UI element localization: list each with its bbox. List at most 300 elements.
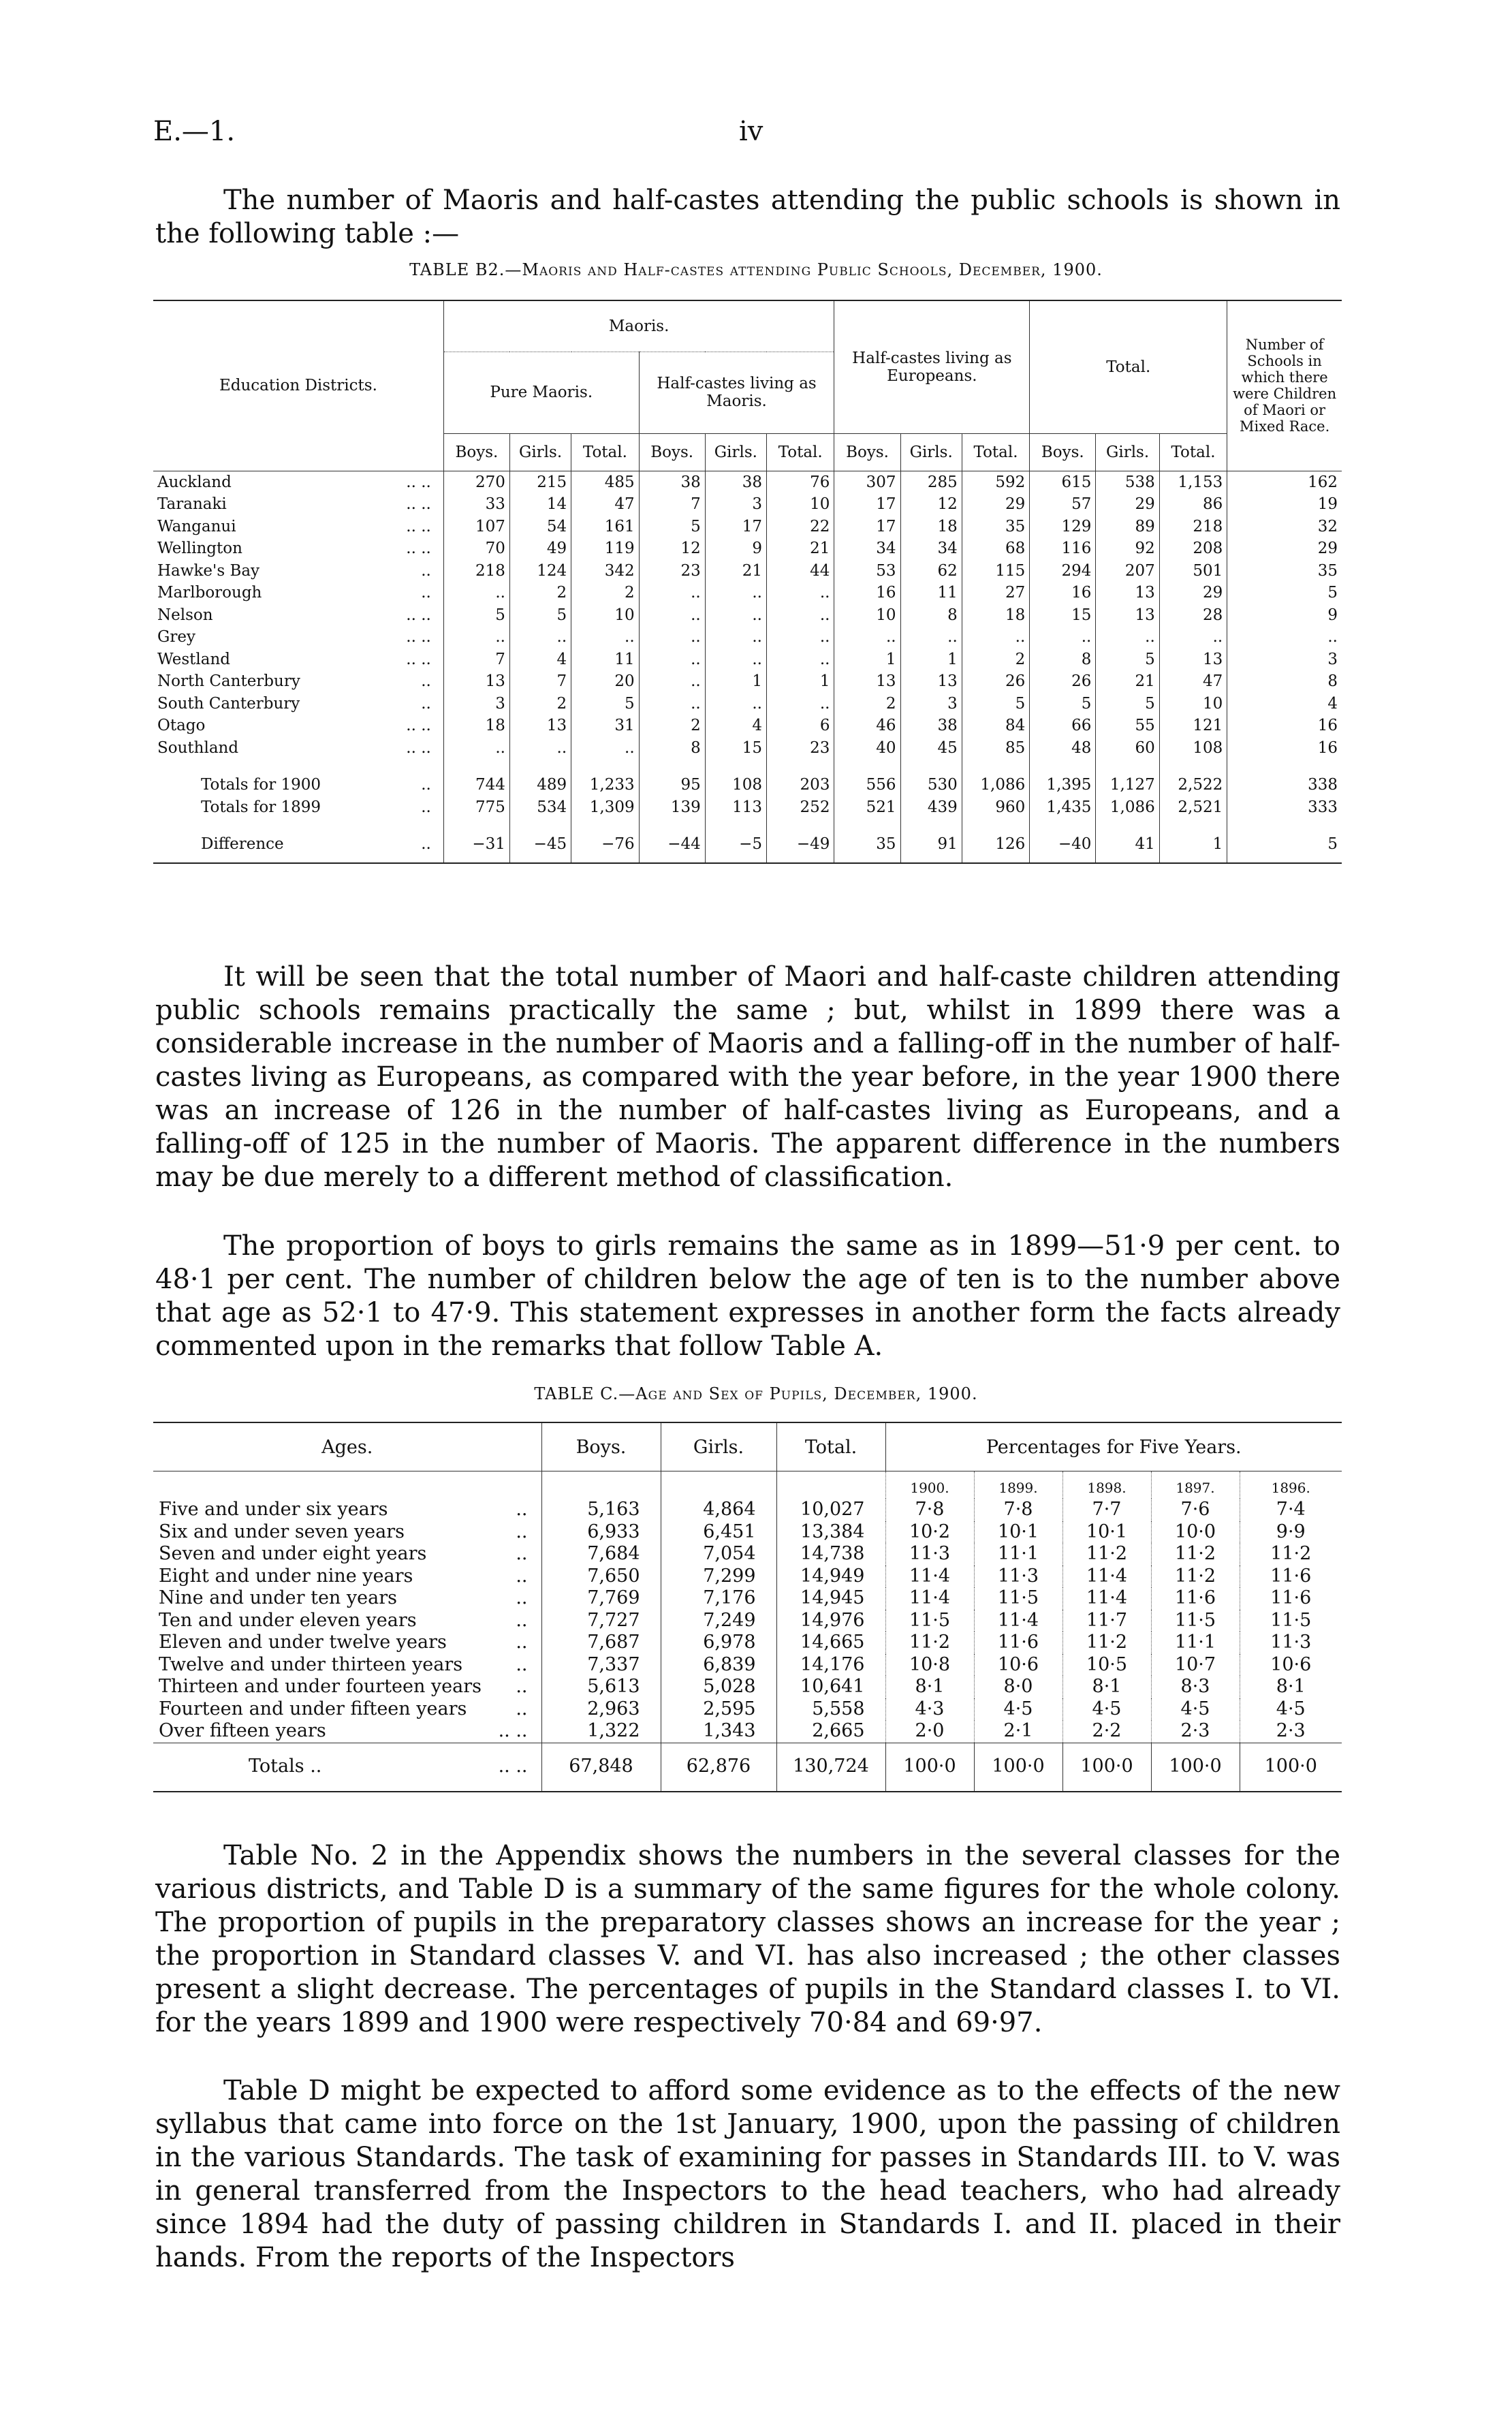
value-cell: 556 <box>834 774 900 796</box>
age-cell <box>153 1521 541 1544</box>
value-cell: 100·0 <box>1151 1743 1240 1792</box>
value-cell: 18 <box>443 715 509 737</box>
value-cell: 4,864 <box>661 1499 776 1521</box>
value-cell: 8·1 <box>1240 1676 1342 1698</box>
value-cell: 13,384 <box>776 1521 885 1544</box>
table-row <box>153 649 1342 671</box>
value-cell: 17 <box>705 516 766 538</box>
value-cell: 89 <box>1096 516 1159 538</box>
value-cell: 1,127 <box>1096 774 1159 796</box>
value-cell: 27 <box>962 582 1029 604</box>
value-cell: 40 <box>834 737 900 760</box>
value-cell: 10·6 <box>1240 1654 1342 1677</box>
value-cell: 5 <box>509 604 571 627</box>
district-cell-label: Hawke's Bay <box>157 561 260 580</box>
table-b2-caption-prefix: TABLE B2.— <box>409 260 522 279</box>
table-row <box>153 1654 1342 1677</box>
value-cell: 7,684 <box>541 1543 661 1566</box>
value-cell: 11 <box>571 649 639 671</box>
spacer-cell <box>1227 759 1342 774</box>
value-cell: 534 <box>509 796 571 819</box>
district-cell <box>153 538 443 560</box>
value-cell: 35 <box>962 516 1029 538</box>
spacer-cell <box>541 1471 661 1499</box>
district-cell <box>153 670 443 693</box>
value-cell: 54 <box>509 516 571 538</box>
value-cell: 47 <box>1159 670 1227 693</box>
value-cell: 11·7 <box>1062 1610 1151 1632</box>
spacer-cell <box>443 818 509 833</box>
value-cell: 19 <box>1227 493 1342 516</box>
value-cell: .. <box>834 626 900 649</box>
table-b2 <box>153 300 1342 864</box>
value-cell: .. <box>705 693 766 715</box>
value-cell: 95 <box>639 774 705 796</box>
value-cell: 14,949 <box>776 1566 885 1588</box>
value-cell: 35 <box>834 833 900 863</box>
header-girls: Girls. <box>900 433 962 471</box>
value-cell: 3 <box>900 693 962 715</box>
totals-label-cell <box>153 774 443 796</box>
table-b2-caption <box>0 260 1512 279</box>
value-cell: 11·4 <box>974 1610 1062 1632</box>
value-cell: 5 <box>1227 833 1342 863</box>
value-cell: 26 <box>1030 670 1096 693</box>
header-total-sub: Total. <box>571 433 639 471</box>
value-cell: 100·0 <box>1062 1743 1151 1792</box>
table-row <box>153 693 1342 715</box>
value-cell: 17 <box>834 516 900 538</box>
age-cell-label: Seven and under eight years <box>159 1543 427 1564</box>
value-cell: 91 <box>900 833 962 863</box>
leader-dots: .. <box>516 1565 528 1587</box>
leader-dots: .. <box>516 1499 528 1520</box>
value-cell: −76 <box>571 833 639 863</box>
value-cell: 48 <box>1030 737 1096 760</box>
value-cell: 10·1 <box>1062 1521 1151 1544</box>
leader-dots: .. .. <box>406 650 431 668</box>
value-cell: 307 <box>834 471 900 493</box>
difference-label-cell <box>153 833 443 863</box>
value-cell: 215 <box>509 471 571 493</box>
value-cell: .. <box>766 604 834 627</box>
value-cell: 342 <box>571 560 639 582</box>
value-cell: .. <box>639 649 705 671</box>
table-row <box>153 1676 1342 1698</box>
value-cell: 3 <box>1227 649 1342 671</box>
age-cell-label: Eight and under nine years <box>159 1565 413 1587</box>
value-cell: 2,595 <box>661 1698 776 1721</box>
value-cell: 47 <box>571 493 639 516</box>
table-row <box>153 1499 1342 1521</box>
value-cell: 615 <box>1030 471 1096 493</box>
value-cell: 1 <box>1159 833 1227 863</box>
spacer-cell <box>509 818 571 833</box>
value-cell: 13 <box>1159 649 1227 671</box>
age-cell <box>153 1654 541 1677</box>
district-cell-label: Wanganui <box>157 517 236 535</box>
value-cell: .. <box>766 582 834 604</box>
value-cell: 1 <box>705 670 766 693</box>
leader-dots: .. <box>516 1609 528 1631</box>
value-cell: 14,976 <box>776 1610 885 1632</box>
value-cell: 10·6 <box>974 1654 1062 1677</box>
value-cell: 2 <box>509 693 571 715</box>
value-cell: 218 <box>1159 516 1227 538</box>
value-cell: 5 <box>1227 582 1342 604</box>
value-cell: 5 <box>1030 693 1096 715</box>
value-cell: 21 <box>1096 670 1159 693</box>
table-row <box>153 1543 1342 1566</box>
leader-dots: .. <box>421 798 431 816</box>
value-cell: 8·1 <box>885 1676 974 1698</box>
age-cell-label: Nine and under ten years <box>159 1587 397 1608</box>
value-cell: 1,395 <box>1030 774 1096 796</box>
leader-dots: .. .. <box>406 628 431 646</box>
value-cell: .. <box>443 737 509 760</box>
district-cell <box>153 649 443 671</box>
age-cell-label: Eleven and under twelve years <box>159 1632 447 1653</box>
header-half-castes-maoris: Half-castes living as Maoris. <box>639 352 834 433</box>
leader-dots: .. .. <box>406 606 431 624</box>
leader-dots: .. .. <box>406 738 431 757</box>
value-cell: 7·8 <box>974 1499 1062 1521</box>
district-cell <box>153 560 443 582</box>
header-total: Total. <box>776 1422 885 1471</box>
value-cell: 34 <box>834 538 900 560</box>
value-cell: 11·4 <box>885 1566 974 1588</box>
value-cell: 31 <box>571 715 639 737</box>
value-cell: 7,299 <box>661 1566 776 1588</box>
table-c <box>153 1422 1342 1792</box>
intro-paragraph-text: The number of Maoris and half-castes attending the public schools is shown in the following table :— <box>155 185 1340 249</box>
district-cell <box>153 715 443 737</box>
totals-row <box>153 774 1342 796</box>
district-cell-label: North Canterbury <box>157 672 300 690</box>
table-row <box>153 1587 1342 1610</box>
spacer-cell <box>900 759 962 774</box>
page-number: iv <box>739 116 763 147</box>
value-cell: .. <box>705 649 766 671</box>
value-cell: 5 <box>1096 649 1159 671</box>
value-cell: 11·5 <box>974 1587 1062 1610</box>
age-cell <box>153 1543 541 1566</box>
value-cell: 11·6 <box>1240 1587 1342 1610</box>
value-cell: 21 <box>766 538 834 560</box>
header-education-districts: Education Districts. <box>153 300 443 471</box>
header-ages: Ages. <box>153 1422 541 1471</box>
value-cell: 294 <box>1030 560 1096 582</box>
value-cell: 14,945 <box>776 1587 885 1610</box>
table-row <box>153 737 1342 760</box>
value-cell: 218 <box>443 560 509 582</box>
value-cell: 62,876 <box>661 1743 776 1792</box>
header-girls: Girls. <box>661 1422 776 1471</box>
district-cell-label: Nelson <box>157 606 213 624</box>
value-cell: 11·2 <box>1151 1543 1240 1566</box>
value-cell: 119 <box>571 538 639 560</box>
value-cell: 4·5 <box>1151 1698 1240 1721</box>
age-cell-label: Twelve and under thirteen years <box>159 1653 463 1675</box>
value-cell: 129 <box>1030 516 1096 538</box>
value-cell: 84 <box>962 715 1029 737</box>
totals-label-cell-label: Totals for 1899 <box>201 798 321 816</box>
value-cell: .. <box>571 626 639 649</box>
value-cell: 2 <box>509 582 571 604</box>
value-cell: .. <box>766 693 834 715</box>
value-cell: 18 <box>962 604 1029 627</box>
value-cell: 10·7 <box>1151 1654 1240 1677</box>
spacer-cell <box>962 818 1029 833</box>
value-cell: 5,613 <box>541 1676 661 1698</box>
table-row <box>153 471 1342 493</box>
spacer-cell <box>705 759 766 774</box>
value-cell: 162 <box>1227 471 1342 493</box>
value-cell: .. <box>639 670 705 693</box>
value-cell: 11·2 <box>1062 1632 1151 1654</box>
value-cell: 11·5 <box>1240 1610 1342 1632</box>
value-cell: 10 <box>571 604 639 627</box>
leader-dots: .. <box>516 1653 528 1675</box>
table-row <box>153 538 1342 560</box>
header-girls: Girls. <box>509 433 571 471</box>
value-cell: .. <box>766 626 834 649</box>
value-cell: 13 <box>443 670 509 693</box>
leader-dots: .. <box>516 1632 528 1653</box>
value-cell: 1,343 <box>661 1720 776 1743</box>
paragraph-5 <box>155 2074 1340 2275</box>
table-c-body <box>153 1471 1342 1792</box>
district-cell-label: Marlborough <box>157 584 262 602</box>
header-boys: Boys. <box>541 1422 661 1471</box>
table-row <box>153 1566 1342 1588</box>
value-cell: −44 <box>639 833 705 863</box>
age-cell <box>153 1676 541 1698</box>
header-total-sub: Total. <box>1159 433 1227 471</box>
value-cell: 5 <box>443 604 509 627</box>
value-cell: 60 <box>1096 737 1159 760</box>
value-cell: 107 <box>443 516 509 538</box>
age-cell <box>153 1610 541 1632</box>
value-cell: 4 <box>705 715 766 737</box>
value-cell: 62 <box>900 560 962 582</box>
spacer-cell <box>834 818 900 833</box>
paragraph-4 <box>155 1839 1340 2040</box>
leader-dots: .. <box>421 561 431 580</box>
value-cell: 22 <box>766 516 834 538</box>
value-cell: 10 <box>834 604 900 627</box>
value-cell: .. <box>1096 626 1159 649</box>
paragraph-4-text: Table No. 2 in the Appendix shows the numbers in the several classes for the various districts, and Table D is a summary of the same figures for the whole colony. The proportion of pupils in the preparatory classes shows an increase for the year ; the proportion in Standard classes V. and VI. has also increased ; the other classes present a slight decrease. The percentages of pupils in the Standard classes I. to VI. for the years 1899 and 1900 were respectively 70·84 and 69·97. <box>155 1840 1340 2038</box>
totals-label-cell-label: Totals .. <box>249 1756 322 1777</box>
value-cell: 521 <box>834 796 900 819</box>
leader-dots: .. <box>421 672 431 690</box>
leader-dots: .. .. <box>406 540 431 557</box>
value-cell: 68 <box>962 538 1029 560</box>
value-cell: 14,665 <box>776 1632 885 1654</box>
value-cell: 38 <box>900 715 962 737</box>
value-cell: 115 <box>962 560 1029 582</box>
age-cell <box>153 1566 541 1588</box>
district-cell-label: Westland <box>157 650 231 668</box>
value-cell: 7,337 <box>541 1654 661 1677</box>
age-cell <box>153 1698 541 1721</box>
value-cell: 45 <box>900 737 962 760</box>
header-girls: Girls. <box>705 433 766 471</box>
value-cell: .. <box>766 649 834 671</box>
table-row <box>153 604 1342 627</box>
value-cell: 57 <box>1030 493 1096 516</box>
value-cell: 116 <box>1030 538 1096 560</box>
intro-paragraph <box>155 184 1340 251</box>
value-cell: 21 <box>705 560 766 582</box>
value-cell: 5 <box>962 693 1029 715</box>
year-header: 1898. <box>1062 1471 1151 1499</box>
leader-dots: .. <box>421 835 431 853</box>
value-cell: 7 <box>509 670 571 693</box>
value-cell: 4·5 <box>1062 1698 1151 1721</box>
header-pure-maoris: Pure Maoris. <box>443 352 639 433</box>
header-percentages: Percentages for Five Years. <box>885 1422 1342 1471</box>
value-cell: .. <box>1159 626 1227 649</box>
value-cell: 108 <box>705 774 766 796</box>
value-cell: 10 <box>766 493 834 516</box>
years-row <box>153 1471 1342 1499</box>
spacer-cell <box>1096 818 1159 833</box>
value-cell: 16 <box>834 582 900 604</box>
year-header: 1896. <box>1240 1471 1342 1499</box>
value-cell: 8·0 <box>974 1676 1062 1698</box>
district-cell <box>153 493 443 516</box>
value-cell: 530 <box>900 774 962 796</box>
header-boys: Boys. <box>443 433 509 471</box>
table-row <box>153 560 1342 582</box>
value-cell: 100·0 <box>885 1743 974 1792</box>
value-cell: 92 <box>1096 538 1159 560</box>
value-cell: 121 <box>1159 715 1227 737</box>
spacer-cell <box>834 759 900 774</box>
header-girls: Girls. <box>1096 433 1159 471</box>
value-cell: 11·2 <box>885 1632 974 1654</box>
value-cell: 15 <box>1030 604 1096 627</box>
value-cell: 11·2 <box>1062 1543 1151 1566</box>
value-cell: 2,522 <box>1159 774 1227 796</box>
value-cell: 53 <box>834 560 900 582</box>
value-cell: 333 <box>1227 796 1342 819</box>
value-cell: 139 <box>639 796 705 819</box>
value-cell: 2,963 <box>541 1698 661 1721</box>
header-total: Total. <box>1030 300 1227 433</box>
spacer-cell <box>443 759 509 774</box>
value-cell: 11·4 <box>1062 1566 1151 1588</box>
district-cell <box>153 626 443 649</box>
header-boys: Boys. <box>834 433 900 471</box>
value-cell: 1 <box>834 649 900 671</box>
district-cell-label: Taranaki <box>157 495 227 513</box>
value-cell: 14 <box>509 493 571 516</box>
value-cell: 10·1 <box>974 1521 1062 1544</box>
table-row <box>153 1720 1342 1743</box>
value-cell: .. <box>639 604 705 627</box>
leader-dots: .. <box>516 1543 528 1564</box>
table-row <box>153 1521 1342 1544</box>
value-cell: 15 <box>705 737 766 760</box>
spacer-cell <box>509 759 571 774</box>
value-cell: 2,521 <box>1159 796 1227 819</box>
value-cell: 2·2 <box>1062 1720 1151 1743</box>
value-cell: 3 <box>443 693 509 715</box>
value-cell: 67,848 <box>541 1743 661 1792</box>
value-cell: 6,839 <box>661 1654 776 1677</box>
value-cell: 66 <box>1030 715 1096 737</box>
value-cell: 10·0 <box>1151 1521 1240 1544</box>
district-cell <box>153 582 443 604</box>
value-cell: 8 <box>1030 649 1096 671</box>
value-cell: 1,309 <box>571 796 639 819</box>
spacer-cell <box>661 1471 776 1499</box>
value-cell: 18 <box>900 516 962 538</box>
value-cell: 7,687 <box>541 1632 661 1654</box>
leader-dots: .. <box>516 1698 528 1719</box>
leader-dots: .. .. <box>498 1756 528 1777</box>
value-cell: 285 <box>900 471 962 493</box>
value-cell: 2 <box>834 693 900 715</box>
value-cell: −45 <box>509 833 571 863</box>
value-cell: 5,163 <box>541 1499 661 1521</box>
paragraph-3-text: The proportion of boys to girls remains the same as in 1899—51·9 per cent. to 48·1 per cent. The number of children below the age of ten is to the number above that age as 52·1 to 47·9. This statement expresses in another form the facts already commented upon in the remarks that follow Table A. <box>155 1230 1340 1362</box>
table-row <box>153 1632 1342 1654</box>
district-cell-label: Wellington <box>157 540 242 557</box>
value-cell: .. <box>639 626 705 649</box>
value-cell: .. <box>639 582 705 604</box>
value-cell: −31 <box>443 833 509 863</box>
value-cell: 49 <box>509 538 571 560</box>
value-cell: 4 <box>1227 693 1342 715</box>
district-cell-label: South Canterbury <box>157 694 300 713</box>
value-cell: 11·1 <box>974 1543 1062 1566</box>
district-cell <box>153 471 443 493</box>
age-cell-label: Fourteen and under fifteen years <box>159 1698 467 1719</box>
value-cell: 1,233 <box>571 774 639 796</box>
value-cell: 20 <box>571 670 639 693</box>
value-cell: 960 <box>962 796 1029 819</box>
value-cell: 11·5 <box>885 1610 974 1632</box>
value-cell: 7,650 <box>541 1566 661 1588</box>
value-cell: 124 <box>509 560 571 582</box>
value-cell: 270 <box>443 471 509 493</box>
value-cell: 439 <box>900 796 962 819</box>
value-cell: 203 <box>766 774 834 796</box>
leader-dots: .. <box>421 776 431 794</box>
table-c-caption-text: Age and Sex of Pupils, December, 1900. <box>635 1384 978 1403</box>
value-cell: 4 <box>509 649 571 671</box>
value-cell: .. <box>962 626 1029 649</box>
value-cell: .. <box>509 626 571 649</box>
value-cell: 10,641 <box>776 1676 885 1698</box>
district-cell-label: Grey <box>157 628 195 646</box>
age-cell-label: Six and under seven years <box>159 1521 405 1542</box>
value-cell: 4·5 <box>974 1698 1062 1721</box>
value-cell: 41 <box>1096 833 1159 863</box>
district-cell <box>153 516 443 538</box>
value-cell: 14,176 <box>776 1654 885 1677</box>
value-cell: 126 <box>962 833 1029 863</box>
value-cell: 7·4 <box>1240 1499 1342 1521</box>
value-cell: 32 <box>1227 516 1342 538</box>
age-cell-label: Ten and under eleven years <box>159 1609 417 1631</box>
value-cell: 2·1 <box>974 1720 1062 1743</box>
value-cell: 501 <box>1159 560 1227 582</box>
